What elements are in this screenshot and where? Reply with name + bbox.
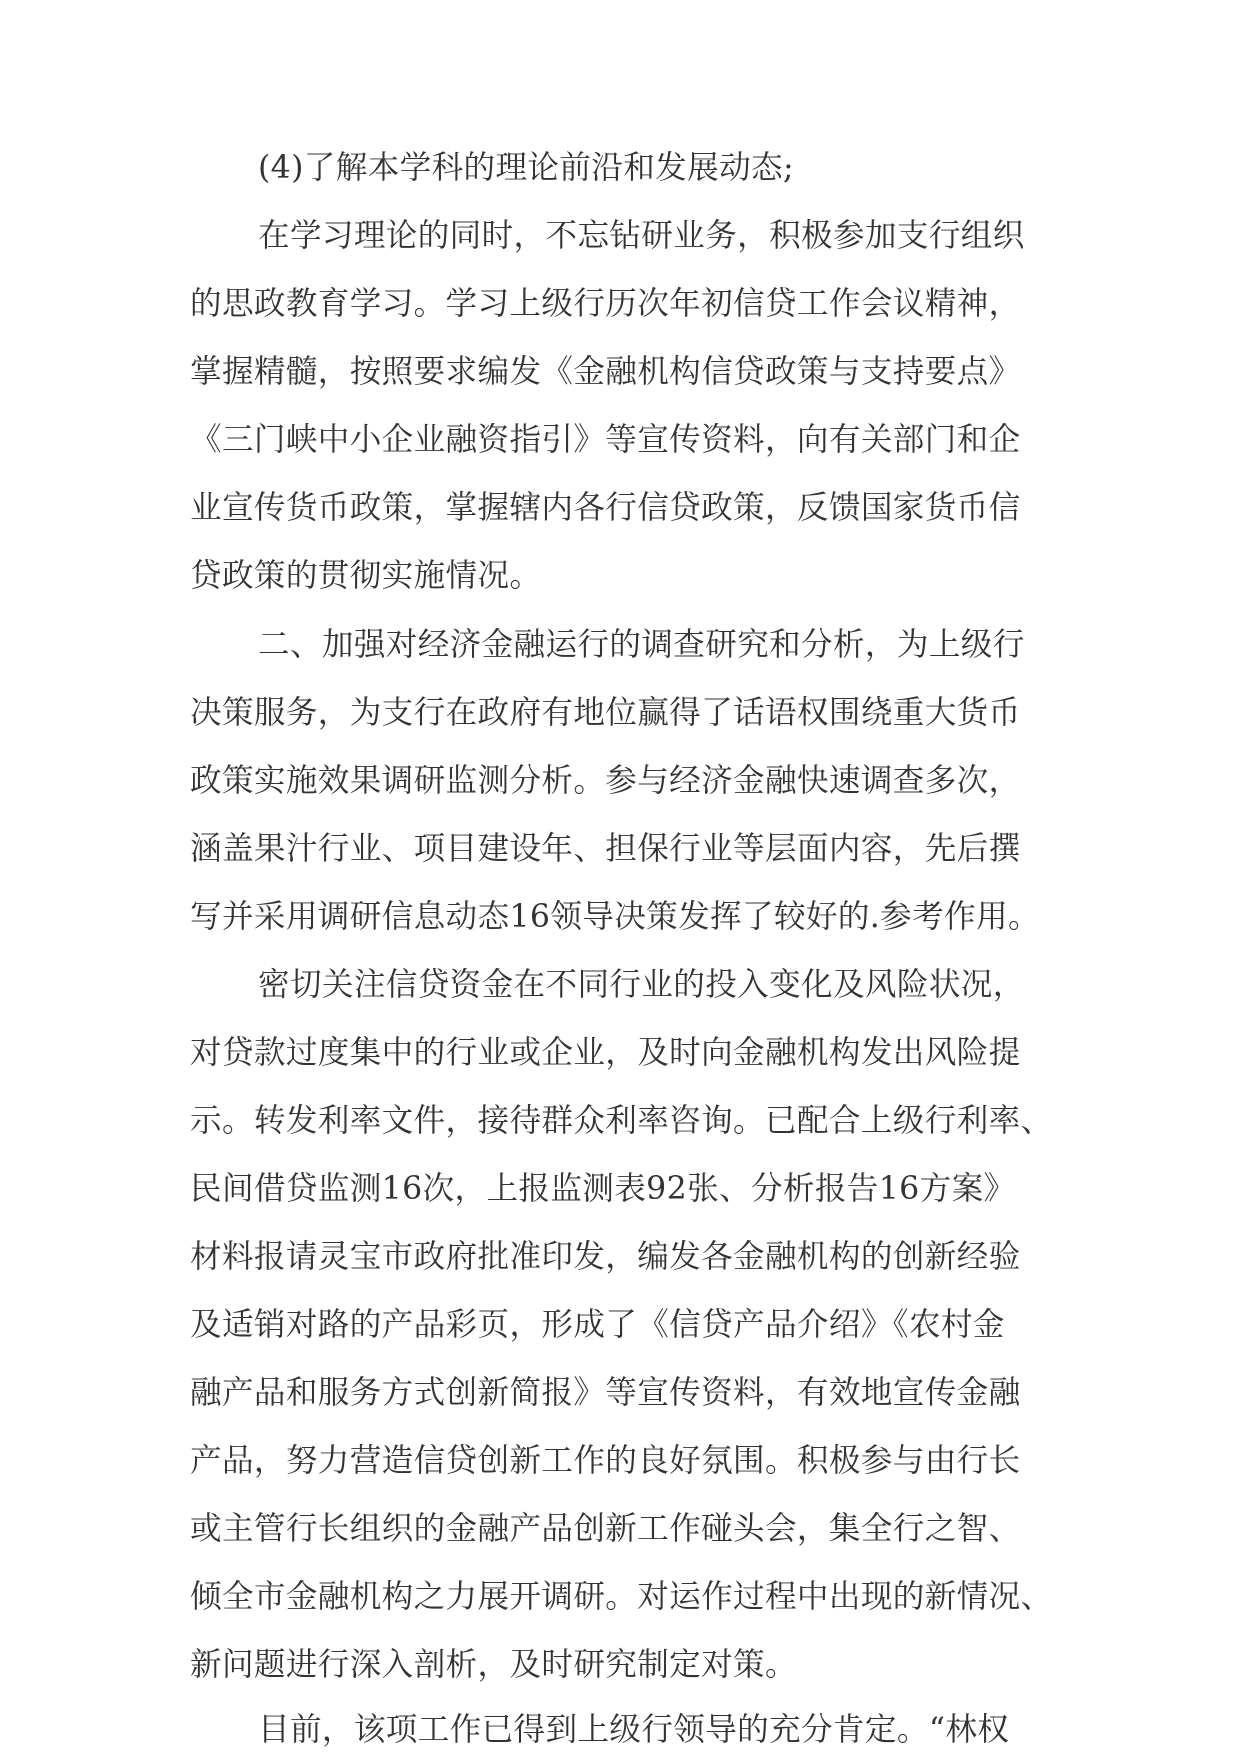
text-line-9: 决策服务，为支行在政府有地位赢得了话语权围绕重大货币 <box>190 695 1021 731</box>
text-line-16: 民间借贷监测16次，上报监测表92张、分析报告16方案》 <box>190 1171 1016 1207</box>
text-line-8: 二、加强对经济金融运行的调查研究和分析，为上级行 <box>258 627 1025 663</box>
text-line-15: 示。转发利率文件，接待群众利率咨询。已配合上级行利率、 <box>190 1103 1053 1139</box>
text-line-22: 倾全市金融机构之力展开调研。对运作过程中出现的新情况、 <box>190 1579 1053 1615</box>
text-line-21: 或主管行长组织的金融产品创新工作碰头会，集全行之智、 <box>190 1511 1021 1547</box>
text-line-10: 政策实施效果调研监测分析。参与经济金融快速调查多次， <box>190 763 1021 799</box>
text-line-4: 掌握精髓，按照要求编发《金融机构信贷政策与支持要点》 <box>190 354 1021 390</box>
text-line-23: 新问题进行深入剖析，及时研究制定对策。 <box>190 1647 797 1683</box>
text-line-7: 贷政策的贯彻实施情况。 <box>190 558 542 594</box>
text-line-13: 密切关注信贷资金在不同行业的投入变化及风险状况， <box>258 967 1025 1003</box>
text-line-17: 材料报请灵宝市政府批准印发，编发各金融机构的创新经验 <box>190 1239 1021 1275</box>
text-line-14: 对贷款过度集中的行业或企业，及时向金融机构发出风险提 <box>190 1035 1021 1071</box>
text-line-18: 及适销对路的产品彩页，形成了《信贷产品介绍》《农村金 <box>190 1307 1005 1343</box>
text-line-19: 融产品和服务方式创新简报》等宣传资料，有效地宣传金融 <box>190 1375 1021 1411</box>
text-line-5: 《三门峡中小企业融资指引》等宣传资料，向有关部门和企 <box>190 422 1021 458</box>
text-line-3: 的思政教育学习。学习上级行历次年初信贷工作会议精神， <box>190 286 1021 322</box>
text-line-2: 在学习理论的同时，不忘钻研业务，积极参加支行组织 <box>258 218 1025 254</box>
text-line-1: (4)了解本学科的理论前沿和发展动态; <box>258 150 794 186</box>
text-line-12: 写并采用调研信息动态16领导决策发挥了较好的.参考作用。 <box>190 899 1040 935</box>
text-line-11: 涵盖果汁行业、项目建设年、担保行业等层面内容，先后撰 <box>190 831 1021 867</box>
text-line-6: 业宣传货币政策，掌握辖内各行信贷政策，反馈国家货币信 <box>190 490 1021 526</box>
text-line-24: 目前，该项工作已得到上级行领导的充分肯定。“林权 <box>258 1712 1010 1748</box>
text-line-20: 产品，努力营造信贷创新工作的良好氛围。积极参与由行长 <box>190 1443 1021 1479</box>
